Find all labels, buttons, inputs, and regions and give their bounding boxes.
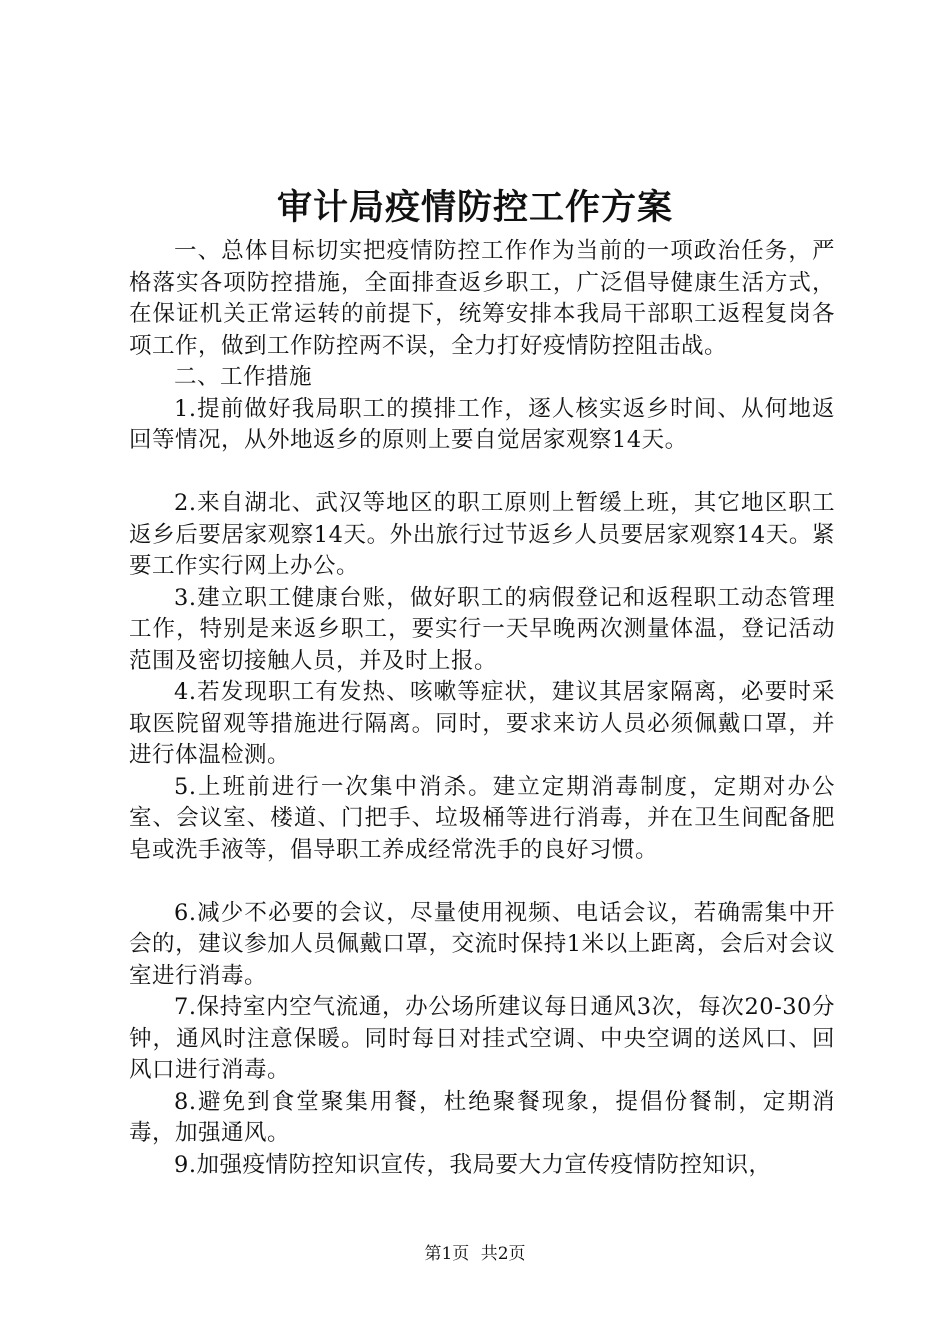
paragraph-measure-3: 3.建立职工健康台账，做好职工的病假登记和返程职工动态管理工作，特别是来返乡职工，要实行一天早晚两次测量体温，登记活动范围及密切接触人员，并及时上报。 bbox=[129, 584, 835, 674]
document-title: 审计局疫情防控工作方案 bbox=[276, 188, 673, 228]
paragraph-measure-7: 7.保持室内空气流通，办公场所建议每日通风3次，每次20-30分钟，通风时注意保暖。同时每日对挂式空调、中央空调的送风口、回风口进行消毒。 bbox=[129, 994, 835, 1083]
paragraph-measure-6: 6.减少不必要的会议，尽量使用视频、电话会议，若确需集中开会的，建议参加人员佩戴口罩，交流时保持1米以上距离，会后对会议室进行消毒。 bbox=[129, 899, 835, 989]
paragraph-measure-5: 5.上班前进行一次集中消杀。建立定期消毒制度，定期对办公室、会议室、楼道、门把手、垃圾桶等进行消毒，并在卫生间配备肥皂或洗手液等，倡导职工养成经常洗手的良好习惯。 bbox=[129, 773, 835, 863]
paragraph-section-heading: 二、工作措施 bbox=[174, 364, 313, 390]
paragraph-measure-9: 9.加强疫情防控知识宣传，我局要大力宣传疫情防控知识， bbox=[174, 1151, 772, 1178]
paragraph-overall-goal: 一、总体目标切实把疫情防控工作作为当前的一项政治任务，严格落实各项防控措施，全面排查返乡职工，广泛倡导健康生活方式，在保证机关正常运转的前提下，统筹安排本我局干部职工返程复岗各项工作，做到工作防控两不误，全力打好疫情防控阻击战。 bbox=[129, 238, 835, 359]
page-footer: 第1页 共2页 bbox=[424, 1244, 526, 1264]
paragraph-measure-1: 1.提前做好我局职工的摸排工作，逐人核实返乡时间、从何地返回等情况，从外地返乡的原则上要自觉居家观察14天。 bbox=[129, 395, 835, 453]
paragraph-measure-4: 4.若发现职工有发热、咳嗽等症状，建议其居家隔离，必要时采取医院留观等措施进行隔离。同时，要求来访人员必须佩戴口罩，并进行体温检测。 bbox=[129, 679, 835, 768]
paragraph-measure-2: 2.来自湖北、武汉等地区的职工原则上暂缓上班，其它地区职工返乡后要居家观察14天。外出旅行过节返乡人员要居家观察14天。紧要工作实行网上办公。 bbox=[129, 490, 835, 579]
document-body bbox=[129, 236, 835, 1181]
paragraph-measure-8: 8.避免到食堂聚集用餐，杜绝聚餐现象，提倡份餐制，定期消毒，加强通风。 bbox=[129, 1088, 835, 1146]
